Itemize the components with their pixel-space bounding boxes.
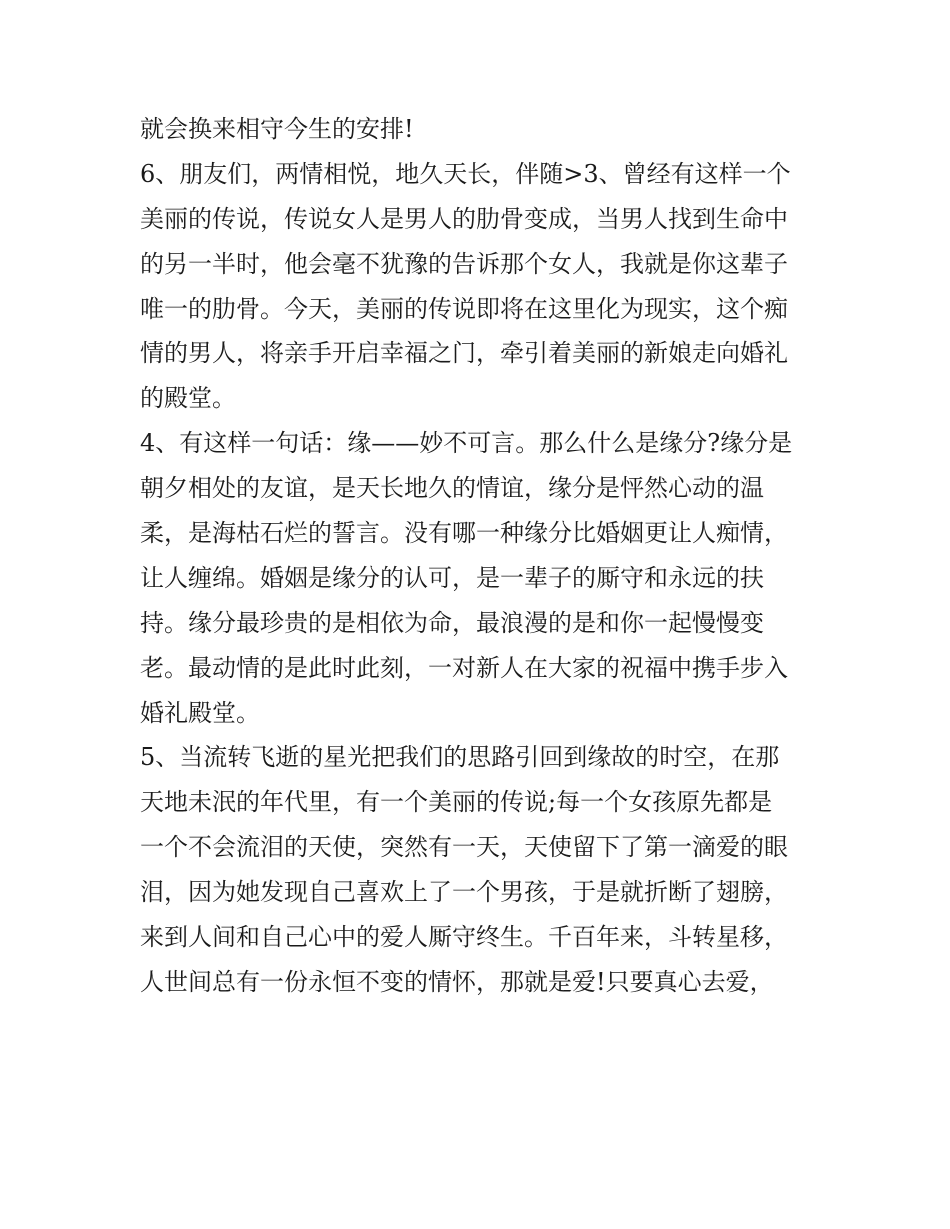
- text-line: 泪，因为她发现自己喜欢上了一个男孩，于是就折断了翅膀，: [140, 878, 788, 907]
- text-line: 人世间总有一份永恒不变的情怀，那就是爱!只要真心去爱，: [140, 967, 774, 996]
- text-line: 唯一的肋骨。今天，美丽的传说即将在这里化为现实，这个痴: [140, 294, 788, 323]
- text-line: 情的男人，将亲手开启幸福之门，牵引着美丽的新娘走向婚礼: [140, 339, 788, 368]
- text-line: 6、朋友们，两情相悦，地久天长，伴随>3、曾经有这样一个: [140, 159, 791, 188]
- text-line: 来到人间和自己心中的爱人厮守终生。千百年来，斗转星移，: [140, 923, 788, 952]
- text-line: 4、有这样一句话：缘——妙不可言。那么什么是缘分?缘分是: [140, 429, 793, 458]
- text-line: 美丽的传说，传说女人是男人的肋骨变成，当男人找到生命中: [140, 204, 788, 233]
- text-line: 柔，是海枯石烂的誓言。没有哪一种缘分比婚姻更让人痴情，: [140, 519, 788, 548]
- text-line: 老。最动情的是此时此刻，一对新人在大家的祝福中携手步入: [140, 653, 788, 682]
- text-line: 婚礼殿堂。: [140, 698, 260, 727]
- text-line: 朝夕相处的友谊，是天长地久的情谊，缘分是怦然心动的温: [140, 474, 764, 503]
- text-line: 5、当流转飞逝的星光把我们的思路引回到缘故的时空，在那: [140, 743, 780, 772]
- text-line: 就会换来相守今生的安排!: [140, 115, 414, 143]
- text-line: 的另一半时，他会毫不犹豫的告诉那个女人，我就是你这辈子: [140, 249, 788, 278]
- body-text: [140, 107, 820, 1005]
- text-line: 持。缘分最珍贵的是相依为命，最浪漫的是和你一起慢慢变: [140, 608, 764, 637]
- text-line: 天地未泯的年代里，有一个美丽的传说;每一个女孩原先都是: [140, 788, 773, 817]
- text-line: 让人缠绵。婚姻是缘分的认可，是一辈子的厮守和永远的扶: [140, 563, 764, 592]
- text-line: 的殿堂。: [140, 384, 236, 413]
- text-line: 一个不会流泪的天使，突然有一天，天使留下了第一滴爱的眼: [140, 833, 788, 862]
